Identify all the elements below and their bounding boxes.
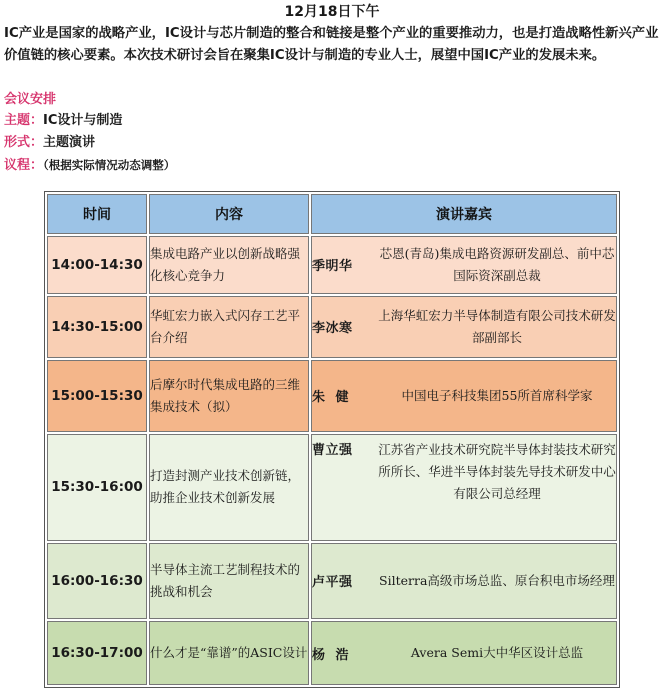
format-row [4,134,95,152]
topic-cell: 半导体主流工艺制程技术的挑战和机会 [149,543,309,619]
header-time: 时间 [47,194,147,234]
topic-cell: 什么才是“靠谱”的ASIC设计 [149,621,309,685]
speaker-name: 卢平强 [312,575,353,591]
format-label: 形式： [4,135,44,150]
intro-paragraph: IC产业是国家的战略产业，IC设计与芯片制造的整合和链接是整个产业的重要推动力，也是打造战略性新兴产业价值链的核心要素。本次技术研讨会旨在聚集IC设计与制造的专业人士，展望中国IC产业的发展未来。 [4,26,659,63]
agenda-note: （根据实际情况动态调整） [43,158,176,172]
speaker-cell [311,360,617,432]
theme-row [4,112,122,130]
speaker-cell [311,296,617,358]
time-cell: 14:30-15:00 [47,296,147,358]
schedule-table [44,191,620,688]
topic-cell: 华虹宏力嵌入式闪存工艺平台介绍 [149,296,309,358]
topic-cell: 后摩尔时代集成电路的三维集成技术（拟） [149,360,309,432]
topic-cell: 集成电路产业以创新战略强化核心竞争力 [149,236,309,294]
theme-value: IC设计与制造 [43,113,123,128]
schedule-header-row [47,194,617,234]
table-row [47,236,617,294]
speaker-title: Avera Semi大中华区设计总监 [410,645,584,661]
speaker-cell [311,434,617,541]
speaker-cell [311,543,617,619]
time-cell: 15:00-15:30 [47,360,147,432]
speaker-name: 杨 浩 [312,647,350,663]
format-value: 主题演讲 [43,135,96,150]
speaker-title: 芯恩(青岛)集成电路资源研发副总、前中芯国际资深副总裁 [379,245,615,283]
speaker-title: Silterra高级市场总监、原台积电市场经理 [379,572,615,588]
table-row [47,434,617,541]
speaker-cell [311,236,617,294]
time-cell: 16:30-17:00 [47,621,147,685]
table-row [47,360,617,432]
speaker-name: 朱 健 [312,390,350,406]
table-row [47,296,617,358]
topic-cell: 打造封测产业技术创新链，助推企业技术创新发展 [149,434,309,541]
speaker-name: 李冰寒 [312,321,353,337]
time-cell: 15:30-16:00 [47,434,147,541]
speaker-title: 上海华虹宏力半导体制造有限公司技术研发部副部长 [378,307,616,345]
theme-label: 主题： [4,113,44,128]
agenda-label: 议程： [4,158,44,173]
agenda-note-row [4,156,175,175]
header-speakers: 演讲嘉宾 [311,194,617,234]
speaker-name: 曹立强 [312,442,353,458]
time-cell: 14:00-14:30 [47,236,147,294]
table-row [47,621,617,685]
speaker-name: 季明华 [312,259,353,275]
header-content: 内容 [149,194,309,234]
page-title: 12月18日下午 [284,4,380,20]
speaker-cell [311,621,617,685]
speaker-title: 江苏省产业技术研究院半导体封装技术研究所所长、华进半导体封装先导技术研发中心有限公司总经理 [378,441,616,501]
time-cell: 16:00-16:30 [47,543,147,619]
agenda-heading: 会议安排 [4,92,57,107]
table-row [47,543,617,619]
speaker-title: 中国电子科技集团55所首席科学家 [401,387,593,403]
